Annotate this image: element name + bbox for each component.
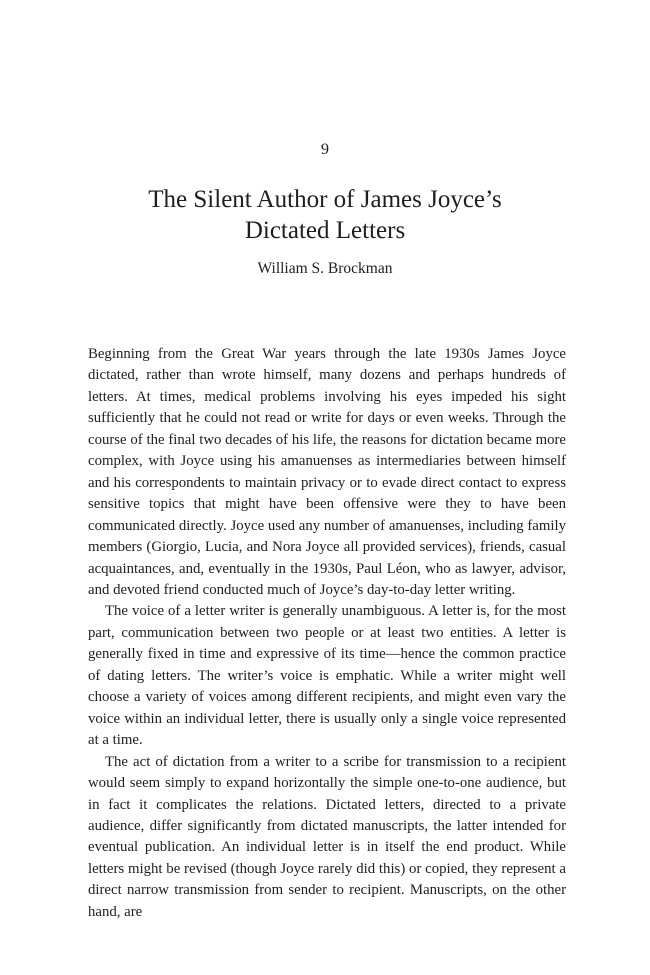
- chapter-title-line-1: The Silent Author of James Joyce’s: [148, 186, 502, 213]
- body-text: [88, 344, 566, 923]
- chapter-title: [0, 184, 650, 246]
- paragraph-2: The voice of a letter writer is generally unambiguous. A letter is, for the most part, communication between two people or at least two entities. A letter is generally fixed in time and expressive of its time—hence the common practice of dating letters. The writer’s voice is emphatic. While a writer might well choose a variety of voices among different recipients, and might even vary the voice within an individual letter, there is usually only a single voice represented at a time.: [88, 603, 566, 749]
- chapter-author: William S. Brockman: [257, 260, 393, 277]
- chapter-number: 9: [321, 141, 329, 158]
- paragraph-1: Beginning from the Great War years through the late 1930s James Joyce dictated, rather than wrote himself, many dozens and perhaps hundreds of letters. At times, medical problems involving his eyes impeded his sight sufficiently that he could not read or write for days or even weeks. Through the course of the final two decades of his life, the reasons for dictation became more complex, with Joyce using his amanuenses as intermediaries between himself and his correspondents to maintain privacy or to evade direct contact to express sensitive topics that might have been offensive were they to have been communicated directly. Joyce used any number of amanuenses, including family members (Giorgio, Lucia, and Nora Joyce all provided services), friends, casual acquaintances, and, eventually in the 1930s, Paul Léon, who as lawyer, advisor, and devoted friend conducted much of Joyce’s day-to-day letter writing.: [88, 346, 566, 598]
- chapter-title-line-2: Dictated Letters: [244, 217, 406, 244]
- paragraph-3: The act of dictation from a writer to a scribe for transmission to a recipient would seem simply to expand horizontally the simple one-to-one audience, but in fact it complicates the relations. Dictated letters, directed to a private audience, differ significantly from dictated manuscripts, the latter intended for eventual publication. An individual letter is in itself the end product. While letters might be revised (though Joyce rarely did this) or copied, they represent a direct narrow transmission from sender to recipient. Manuscripts, on the other hand, are: [88, 753, 566, 920]
